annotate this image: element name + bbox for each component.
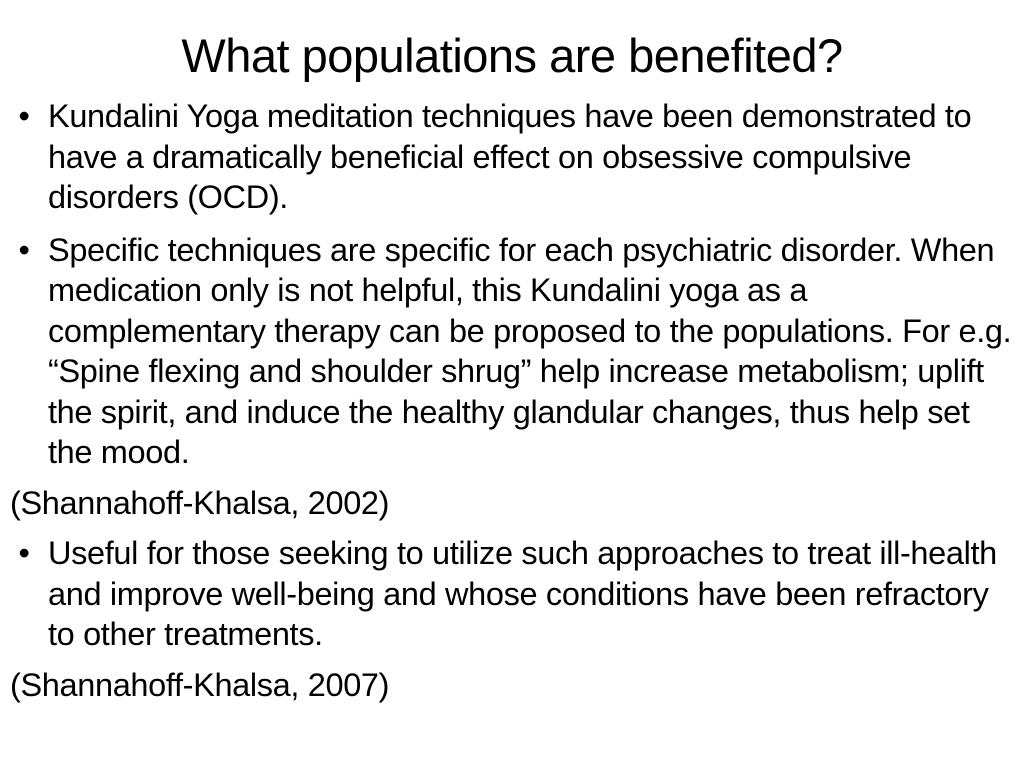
bullet-text: Specific techniques are specific for each psychiatric disorder. When medication only is not helpful, this Kundalini yoga as a complementary therapy can be proposed to the populations. For e.g. “Spine flexing and shoulder shrug” help increase metabolism; uplift the spirit, and induce the healthy glandular changes, thus help set the mood. bbox=[48, 231, 1012, 470]
citation: (Shannahoff-Khalsa, 2002) bbox=[10, 484, 390, 521]
bullet-text: Kundalini Yoga meditation techniques have been demonstrated to have a dramatically beneficial effect on obsessive compulsive disorders (OCD). bbox=[48, 98, 972, 215]
bullet-dot-icon: • bbox=[18, 98, 30, 134]
bullet-item bbox=[10, 533, 1018, 655]
bullet-item bbox=[10, 230, 1018, 473]
bullet-dot-icon: • bbox=[18, 535, 30, 571]
slide-content bbox=[10, 96, 1018, 705]
slide-title: What populations are benefited? bbox=[181, 29, 843, 82]
bullet-text: Useful for those seeking to utilize such approaches to treat ill-health and improve well-being and whose conditions have been refractory to other treatments. bbox=[48, 535, 997, 652]
citation: (Shannahoff-Khalsa, 2007) bbox=[10, 666, 390, 703]
bullet-item bbox=[10, 96, 1018, 218]
bullet-dot-icon: • bbox=[18, 231, 30, 268]
